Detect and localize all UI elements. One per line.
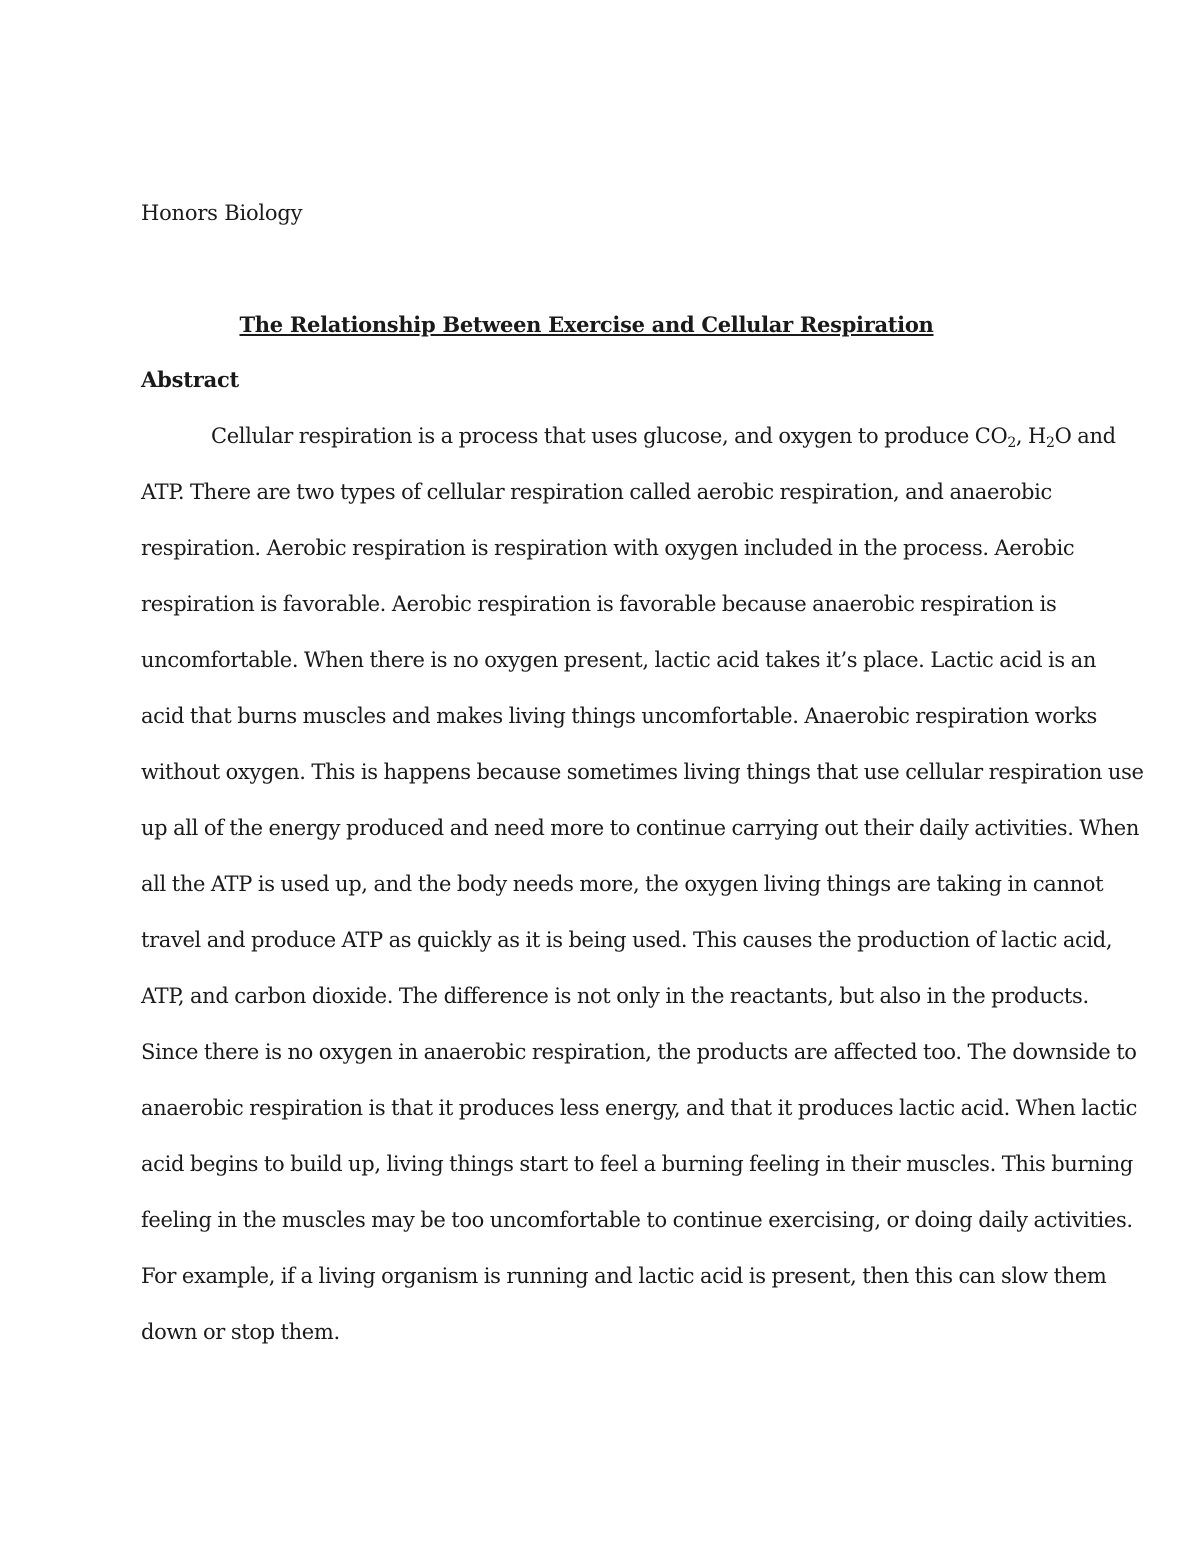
paragraph-line: Since there is no oxygen in anaerobic respiration, the products are affected too. The downside to: [141, 1040, 1137, 1064]
paragraph-line-first: [211, 421, 1116, 451]
paragraph-line: down or stop them.: [141, 1320, 340, 1344]
course-name: Honors Biology: [141, 201, 303, 225]
paragraph-line: ATP. There are two types of cellular respiration called aerobic respiration, and anaerobic: [141, 480, 1052, 504]
paragraph-line: For example, if a living organism is running and lactic acid is present, then this can slow them: [141, 1264, 1107, 1288]
subscript: 2: [1046, 435, 1055, 451]
paragraph-line: feeling in the muscles may be too uncomfortable to continue exercising, or doing daily activities.: [141, 1208, 1133, 1232]
paragraph-line: respiration. Aerobic respiration is respiration with oxygen included in the process. Aerobic: [141, 536, 1075, 560]
paragraph-line: all the ATP is used up, and the body needs more, the oxygen living things are taking in cannot: [141, 872, 1104, 896]
paragraph-line: uncomfortable. When there is no oxygen present, lactic acid takes it’s place. Lactic acid is an: [141, 648, 1097, 672]
paragraph-line: without oxygen. This is happens because sometimes living things that use cellular respiration use: [141, 760, 1144, 784]
paragraph-line: acid that burns muscles and makes living things uncomfortable. Anaerobic respiration works: [141, 704, 1097, 728]
line-text: O and: [1054, 424, 1116, 448]
paragraph-line: up all of the energy produced and need more to continue carrying out their daily activities. When: [141, 816, 1140, 840]
subscript: 2: [1007, 435, 1016, 451]
paragraph-line: anaerobic respiration is that it produces less energy, and that it produces lactic acid. When lactic: [141, 1096, 1138, 1120]
line-text: , H: [1015, 424, 1047, 448]
line-text: Cellular respiration is a process that uses glucose, and oxygen to produce CO: [211, 424, 1008, 448]
paper-title: The Relationship Between Exercise and Cellular Respiration: [239, 312, 934, 337]
section-heading-abstract: Abstract: [141, 367, 240, 392]
paragraph-line: acid begins to build up, living things start to feel a burning feeling in their muscles. This burning: [141, 1152, 1133, 1176]
paragraph-line: travel and produce ATP as quickly as it is being used. This causes the production of lactic acid,: [141, 928, 1113, 952]
paragraph-line: ATP, and carbon dioxide. The difference is not only in the reactants, but also in the products.: [141, 984, 1089, 1008]
paragraph-line: respiration is favorable. Aerobic respiration is favorable because anaerobic respiration is: [141, 592, 1057, 616]
